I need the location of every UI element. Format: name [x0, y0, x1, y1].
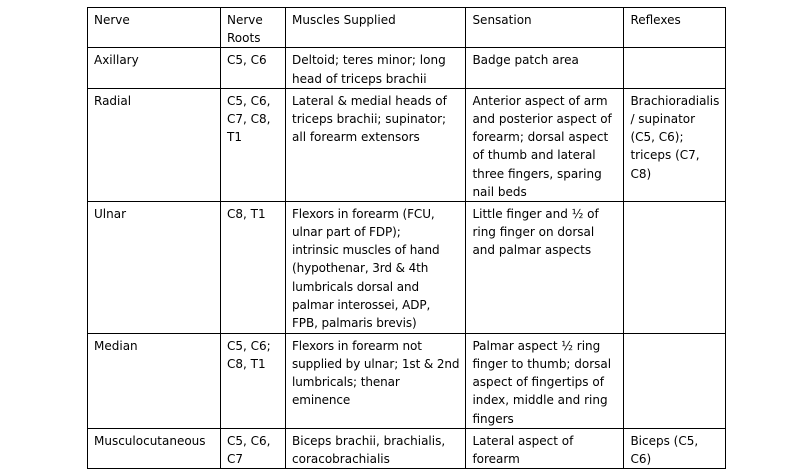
sensation-line: Lateral aspect of: [472, 433, 574, 448]
cell-roots: [221, 48, 286, 88]
nerve-name: Axillary: [94, 53, 139, 68]
cell-roots: [221, 428, 286, 468]
muscles-line: Lateral & medial heads of: [292, 93, 447, 108]
nerve-name: Radial: [94, 93, 132, 108]
header-sensation-text: Sensation: [472, 13, 532, 27]
reflexes-line: Brachioradialis: [630, 93, 720, 108]
header-reflexes-text: Reflexes: [630, 13, 681, 27]
muscles-line: Deltoid; teres minor; long: [292, 53, 446, 68]
nerve-name: Musculocutaneous: [94, 433, 206, 448]
sensation-line: fingers: [472, 411, 514, 426]
muscles-line: FPB, palmaris brevis): [292, 316, 417, 330]
nerve-name: Ulnar: [94, 206, 127, 221]
cell-sensation: [466, 201, 624, 333]
cell-nerve: [88, 88, 221, 201]
cell-muscles: [286, 88, 466, 201]
muscles-line: (hypothenar, 3rd & 4th: [292, 261, 429, 276]
cell-roots: [221, 333, 286, 428]
muscles-line: head of triceps brachii: [292, 71, 427, 86]
reflexes-line: (C5, C6);: [630, 130, 684, 145]
sensation-line: finger to thumb; dorsal: [472, 357, 612, 372]
sensation-line: Palmar aspect ½ ring: [472, 338, 601, 353]
muscles-line: triceps brachii; supinator;: [292, 111, 447, 126]
sensation-line: Little finger and ½ of: [472, 206, 599, 221]
cell-muscles: [286, 333, 466, 428]
roots-line: C5, C6,: [227, 93, 271, 108]
sensation-line: and posterior aspect of: [472, 111, 612, 126]
cell-nerve: [88, 333, 221, 428]
muscles-line: eminence: [292, 393, 351, 408]
reflexes-line: / supinator: [630, 111, 696, 126]
sensation-line: index, middle and ring: [472, 393, 608, 408]
header-nerve-text: Nerve: [94, 13, 130, 27]
header-roots-line-1: Nerve: [227, 13, 263, 27]
sensation-line: three fingers, sparing: [472, 166, 602, 181]
roots-line: C5, C6;: [227, 338, 271, 353]
cell-nerve: [88, 428, 221, 468]
header-reflexes: [624, 8, 726, 48]
cell-muscles: [286, 48, 466, 88]
reflexes-line: triceps (C7,: [630, 148, 700, 163]
nerve-name: Median: [94, 338, 138, 353]
cell-muscles: [286, 428, 466, 468]
sensation-line: ring finger on dorsal: [472, 225, 595, 240]
table-row: [88, 88, 726, 201]
roots-line: T1: [227, 130, 242, 145]
header-nerve: [88, 8, 221, 48]
muscles-line: coracobrachialis: [292, 452, 390, 466]
cell-nerve: [88, 48, 221, 88]
cell-roots: [221, 88, 286, 201]
roots-line: C7, C8,: [227, 111, 271, 126]
header-muscles-supplied: [286, 8, 466, 48]
muscles-line: palmar interossei, ADP,: [292, 297, 431, 312]
roots-line: C8, T1: [227, 206, 266, 221]
sensation-line: of thumb and lateral: [472, 148, 596, 163]
cell-muscles: [286, 201, 466, 333]
table-row: [88, 201, 726, 333]
cell-sensation: [466, 48, 624, 88]
muscles-line: all forearm extensors: [292, 130, 420, 145]
reflexes-line: Biceps (C5,: [630, 433, 699, 448]
roots-line: C8, T1: [227, 357, 266, 372]
cell-reflexes: [624, 201, 726, 333]
cell-reflexes: [624, 88, 726, 201]
header-roots-line-2: Roots: [227, 31, 261, 46]
table-row: [88, 48, 726, 88]
cell-reflexes: [624, 428, 726, 468]
cell-sensation: [466, 333, 624, 428]
table-header-row: [88, 8, 726, 48]
sensation-line: forearm; dorsal aspect: [472, 130, 609, 145]
muscles-line: Flexors in forearm (FCU,: [292, 206, 435, 221]
reflexes-line: C6): [630, 452, 652, 466]
muscles-line: ulnar part of FDP);: [292, 225, 401, 240]
muscles-line: intrinsic muscles of hand: [292, 243, 440, 258]
sensation-line: and palmar aspects: [472, 243, 592, 258]
roots-line: C7: [227, 452, 244, 466]
table-row: [88, 333, 726, 428]
cell-reflexes: [624, 333, 726, 428]
roots-line: C5, C6: [227, 53, 267, 68]
muscles-line: lumbricals dorsal and: [292, 279, 419, 294]
cell-reflexes: [624, 48, 726, 88]
cell-sensation: [466, 88, 624, 201]
nerve-table: [87, 7, 726, 469]
roots-line: C5, C6,: [227, 433, 271, 448]
muscles-line: lumbricals; thenar: [292, 375, 400, 390]
muscles-line: supplied by ulnar; 1st & 2nd: [292, 357, 460, 372]
table-row: [88, 428, 726, 468]
cell-sensation: [466, 428, 624, 468]
header-sensation: [466, 8, 624, 48]
sensation-line: nail beds: [472, 184, 527, 199]
sensation-line: Badge patch area: [472, 53, 579, 68]
muscles-line: Flexors in forearm not: [292, 338, 422, 353]
header-nerve-roots: [221, 8, 286, 48]
cell-nerve: [88, 201, 221, 333]
reflexes-line: C8): [630, 166, 652, 181]
cell-roots: [221, 201, 286, 333]
sensation-line: Anterior aspect of arm: [472, 93, 608, 108]
sensation-line: aspect of fingertips of: [472, 375, 604, 390]
sensation-line: forearm: [472, 452, 520, 466]
muscles-line: Biceps brachii, brachialis,: [292, 433, 446, 448]
header-muscles-text: Muscles Supplied: [292, 13, 396, 27]
